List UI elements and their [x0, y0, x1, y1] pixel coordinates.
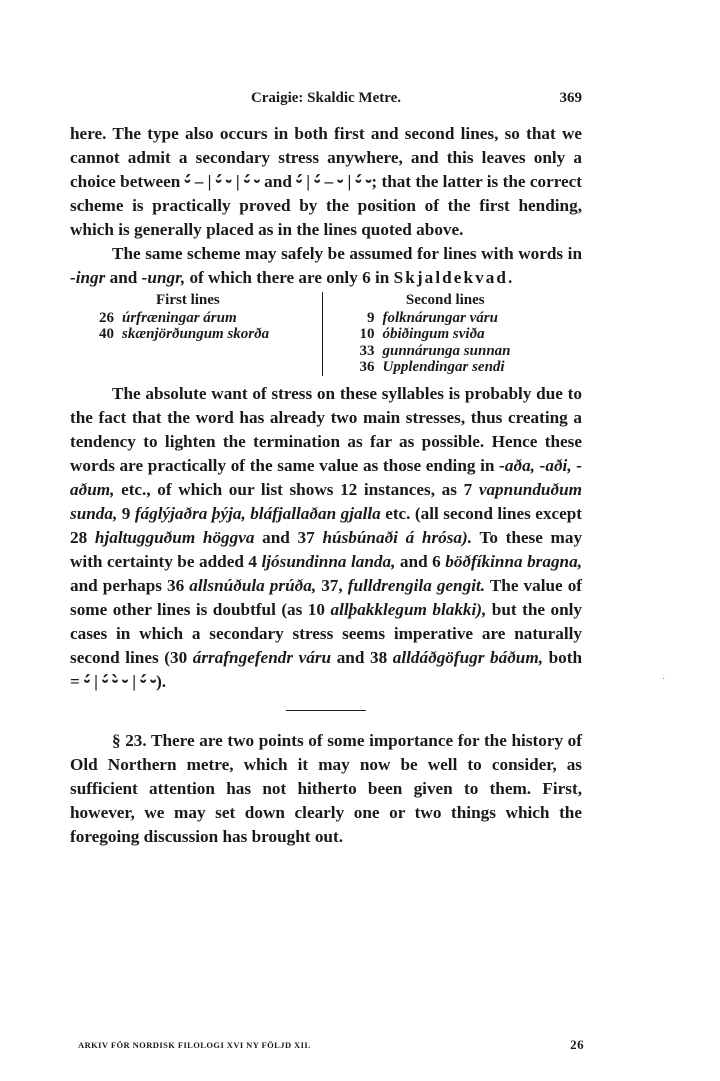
table-row: 10 óbiðingum sviða: [359, 326, 485, 342]
examples-table: [70, 292, 582, 376]
signature-mark: 26: [570, 1037, 584, 1052]
running-title: Craigie: Skaldic Metre.: [250, 90, 402, 106]
paragraph-2: The same scheme may safely be assumed for lines with words in -ingr and -ungr, of which there are only 6 in Skjaldekvad.: [70, 244, 582, 287]
second-lines-column: [323, 292, 583, 376]
table-row: 9 folknárungar váru: [367, 309, 498, 326]
margin-mark: ·: [662, 674, 666, 685]
second-lines-heading: Second lines: [405, 292, 485, 308]
running-header: [70, 90, 582, 112]
page-footer: [78, 1037, 584, 1052]
first-lines-column: [70, 292, 323, 376]
page-number: 369: [559, 90, 582, 106]
paragraph-4: § 23. There are two points of some importance for the history of Old Northern metre, which it may now be well to consider, as sufficient attention has not hitherto been given to them. First, however, we may set down clearly one or two things which the foregoing discussion has brought out.: [70, 730, 582, 846]
section-divider: [286, 710, 366, 711]
first-lines-heading: First lines: [156, 292, 220, 308]
page-body: [70, 122, 582, 849]
paragraph-3: The absolute want of stress on these syllables is probably due to the fact that the word has already two main stresses, thus creating a tendency to lighten the termination as far as possible. Hence these words are practically of the same value as those ending in -aða, -aði, -aðum, etc., of which our list shows 12 instances, as 7 vapnunduðum sunda, 9 fáglýjaðra þýja, bláfjallaðan gjalla etc. (all second lines except 28 hjaltugguðum höggva and 37 húsbúnaði á hrósa). To these may with certainty be added 4 ljósundinna landa, and 6 böðfíkinna bragna, and perhaps 36 allsnúðula prúða, 37, fulldrengila gengit. The value of some other lines is doubtful (as 10 allþakklegum blakki), but the only cases in which a secondary stress seems imperative are naturally second lines (30 árrafngefendr váru and 38 alldáðgöfugr báðum, both = ⏑́ | ⏑́ ⏑̀ ⏑ | ⏑́ ⏑).: [70, 383, 583, 691]
table-row: 36 Upplendingar sendi: [359, 359, 505, 375]
table-row: 33 gunnárunga sunnan: [359, 342, 511, 359]
journal-imprint: ARKIV FÖR NORDISK FILOLOGI XVI NY FÖLJD XII.: [78, 1040, 311, 1050]
paragraph-1: here. The type also occurs in both first and second lines, so that we cannot admit a secondary stress anywhere, and this leaves only a choice between ⏑́ – | ⏑́ ⏑ | ⏑́ ⏑ and ⏑́ | ⏑́ – ⏑ | ⏑́ ⏑; that the latter is the correct scheme is practically proved by the position of the first hending, which is generally placed as in the lines quoted above.: [70, 124, 582, 239]
table-row: 40 skænjörðungum skorða: [99, 326, 270, 342]
table-row: 26 úrfræningar árum: [99, 309, 237, 326]
